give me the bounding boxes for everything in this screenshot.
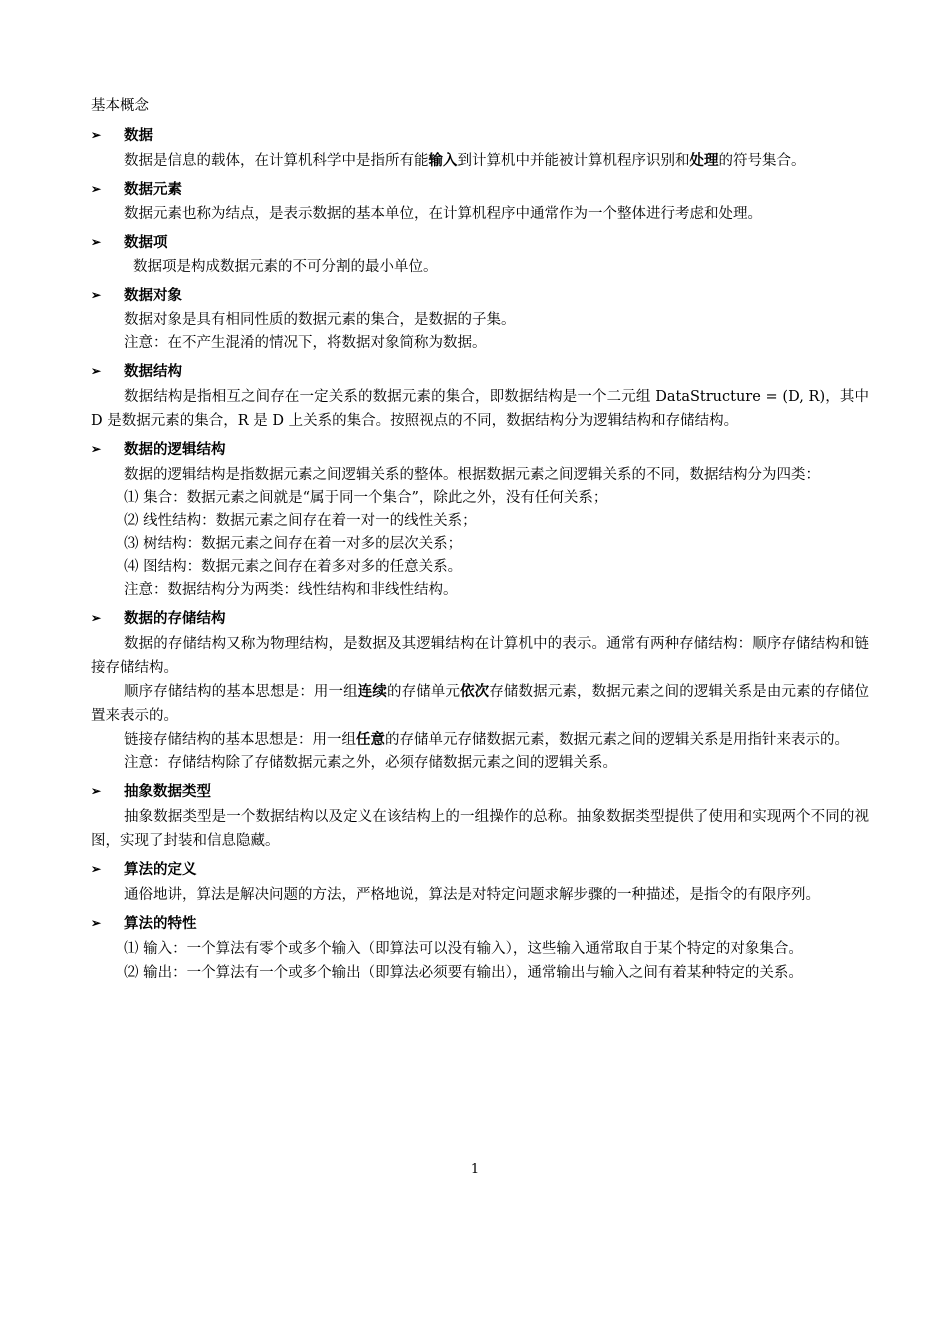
list-item: ⑵ 线性结构：数据元素之间存在着一对一的线性关系； bbox=[124, 513, 477, 529]
paragraph: ⑴ 输入：一个算法有零个或多个输入（即算法可以没有输入），这些输入通常取自于某个特定的对象集合。 bbox=[124, 941, 803, 957]
section-heading bbox=[91, 607, 869, 628]
paragraph: 数据对象是具有相同性质的数据元素的集合，是数据的子集。 bbox=[124, 312, 516, 328]
paragraph: 数据的逻辑结构是指数据元素之间逻辑关系的整体。根据数据元素之间逻辑关系的不同，数据结构分为四类： bbox=[124, 467, 820, 483]
section-heading bbox=[91, 438, 869, 459]
section-title: 数据元素 bbox=[124, 182, 182, 198]
document-body bbox=[91, 95, 869, 985]
paragraph: 链接存储结构的基本思想是：用一组任意的存储单元存储数据元素，数据元素之间的逻辑关系是用指针来表示的。 bbox=[124, 732, 849, 748]
note: 注意：在不产生混淆的情况下，将数据对象简称为数据。 bbox=[124, 335, 487, 351]
section-title: 算法的定义 bbox=[124, 862, 197, 878]
section-heading bbox=[91, 178, 869, 199]
section-heading bbox=[91, 124, 869, 145]
arrow-bullet-icon: ➢ bbox=[91, 181, 102, 196]
note: 注意：存储结构除了存储数据元素之外，必须存储数据元素之间的逻辑关系。 bbox=[124, 755, 617, 771]
list-item: ⑴ 集合：数据元素之间就是“属于同一个集合”，除此之外，没有任何关系； bbox=[124, 490, 608, 506]
paragraph: 数据结构是指相互之间存在一定关系的数据元素的集合，即数据结构是一个二元组 DataStructure = (D, R)，其中 D 是数据元素的集合，R 是 D 上关系的集合。按照视点的不同，数据结构分为逻辑结构和存储结构。 bbox=[91, 389, 869, 429]
arrow-bullet-icon: ➢ bbox=[91, 861, 102, 876]
paragraph: 通俗地讲，算法是解决问题的方法，严格地说，算法是对特定问题求解步骤的一种描述，是指令的有限序列。 bbox=[124, 887, 820, 903]
paragraph: 顺序存储结构的基本思想是：用一组连续的存储单元依次存储数据元素，数据元素之间的逻辑关系是由元素的存储位置来表示的。 bbox=[91, 684, 870, 724]
section-heading bbox=[91, 360, 869, 381]
arrow-bullet-icon: ➢ bbox=[91, 783, 102, 798]
paragraph: ⑵ 输出：一个算法有一个或多个输出（即算法必须要有输出），通常输出与输入之间有着某种特定的关系。 bbox=[124, 965, 803, 981]
section-title: 数据的存储结构 bbox=[124, 611, 226, 627]
list-item: ⑷ 图结构：数据元素之间存在着多对多的任意关系。 bbox=[124, 559, 463, 575]
section-title: 算法的特性 bbox=[124, 916, 197, 932]
document-title: 基本概念 bbox=[91, 98, 149, 114]
arrow-bullet-icon: ➢ bbox=[91, 363, 102, 378]
arrow-bullet-icon: ➢ bbox=[91, 234, 102, 249]
section-title: 数据对象 bbox=[124, 288, 182, 304]
list-item: ⑶ 树结构：数据元素之间存在着一对多的层次关系； bbox=[124, 536, 463, 552]
note: 注意：数据结构分为两类：线性结构和非线性结构。 bbox=[124, 582, 458, 598]
section-title: 数据的逻辑结构 bbox=[124, 442, 226, 458]
section-title: 数据 bbox=[124, 128, 153, 144]
section-title: 数据结构 bbox=[124, 364, 182, 380]
paragraph: 数据元素也称为结点，是表示数据的基本单位，在计算机程序中通常作为一个整体进行考虑和处理。 bbox=[124, 206, 762, 222]
section-title: 抽象数据类型 bbox=[124, 784, 211, 800]
section-heading bbox=[91, 912, 869, 933]
paragraph: 数据项是构成数据元素的不可分割的最小单位。 bbox=[133, 259, 438, 275]
arrow-bullet-icon: ➢ bbox=[91, 287, 102, 302]
section-heading bbox=[91, 858, 869, 879]
section-title: 数据项 bbox=[124, 235, 168, 251]
arrow-bullet-icon: ➢ bbox=[91, 915, 102, 930]
arrow-bullet-icon: ➢ bbox=[91, 441, 102, 456]
paragraph: 数据的存储结构又称为物理结构，是数据及其逻辑结构在计算机中的表示。通常有两种存储结构：顺序存储结构和链接存储结构。 bbox=[91, 636, 869, 676]
arrow-bullet-icon: ➢ bbox=[91, 610, 102, 625]
paragraph: 数据是信息的载体，在计算机科学中是指所有能输入到计算机中并能被计算机程序识别和处理的符号集合。 bbox=[124, 153, 806, 169]
section-heading bbox=[91, 231, 869, 252]
paragraph: 抽象数据类型是一个数据结构以及定义在该结构上的一组操作的总称。抽象数据类型提供了使用和实现两个不同的视图，实现了封装和信息隐藏。 bbox=[91, 809, 869, 849]
section-heading bbox=[91, 780, 869, 801]
page-number: 1 bbox=[470, 1162, 480, 1177]
arrow-bullet-icon: ➢ bbox=[91, 127, 102, 142]
section-heading bbox=[91, 284, 869, 305]
